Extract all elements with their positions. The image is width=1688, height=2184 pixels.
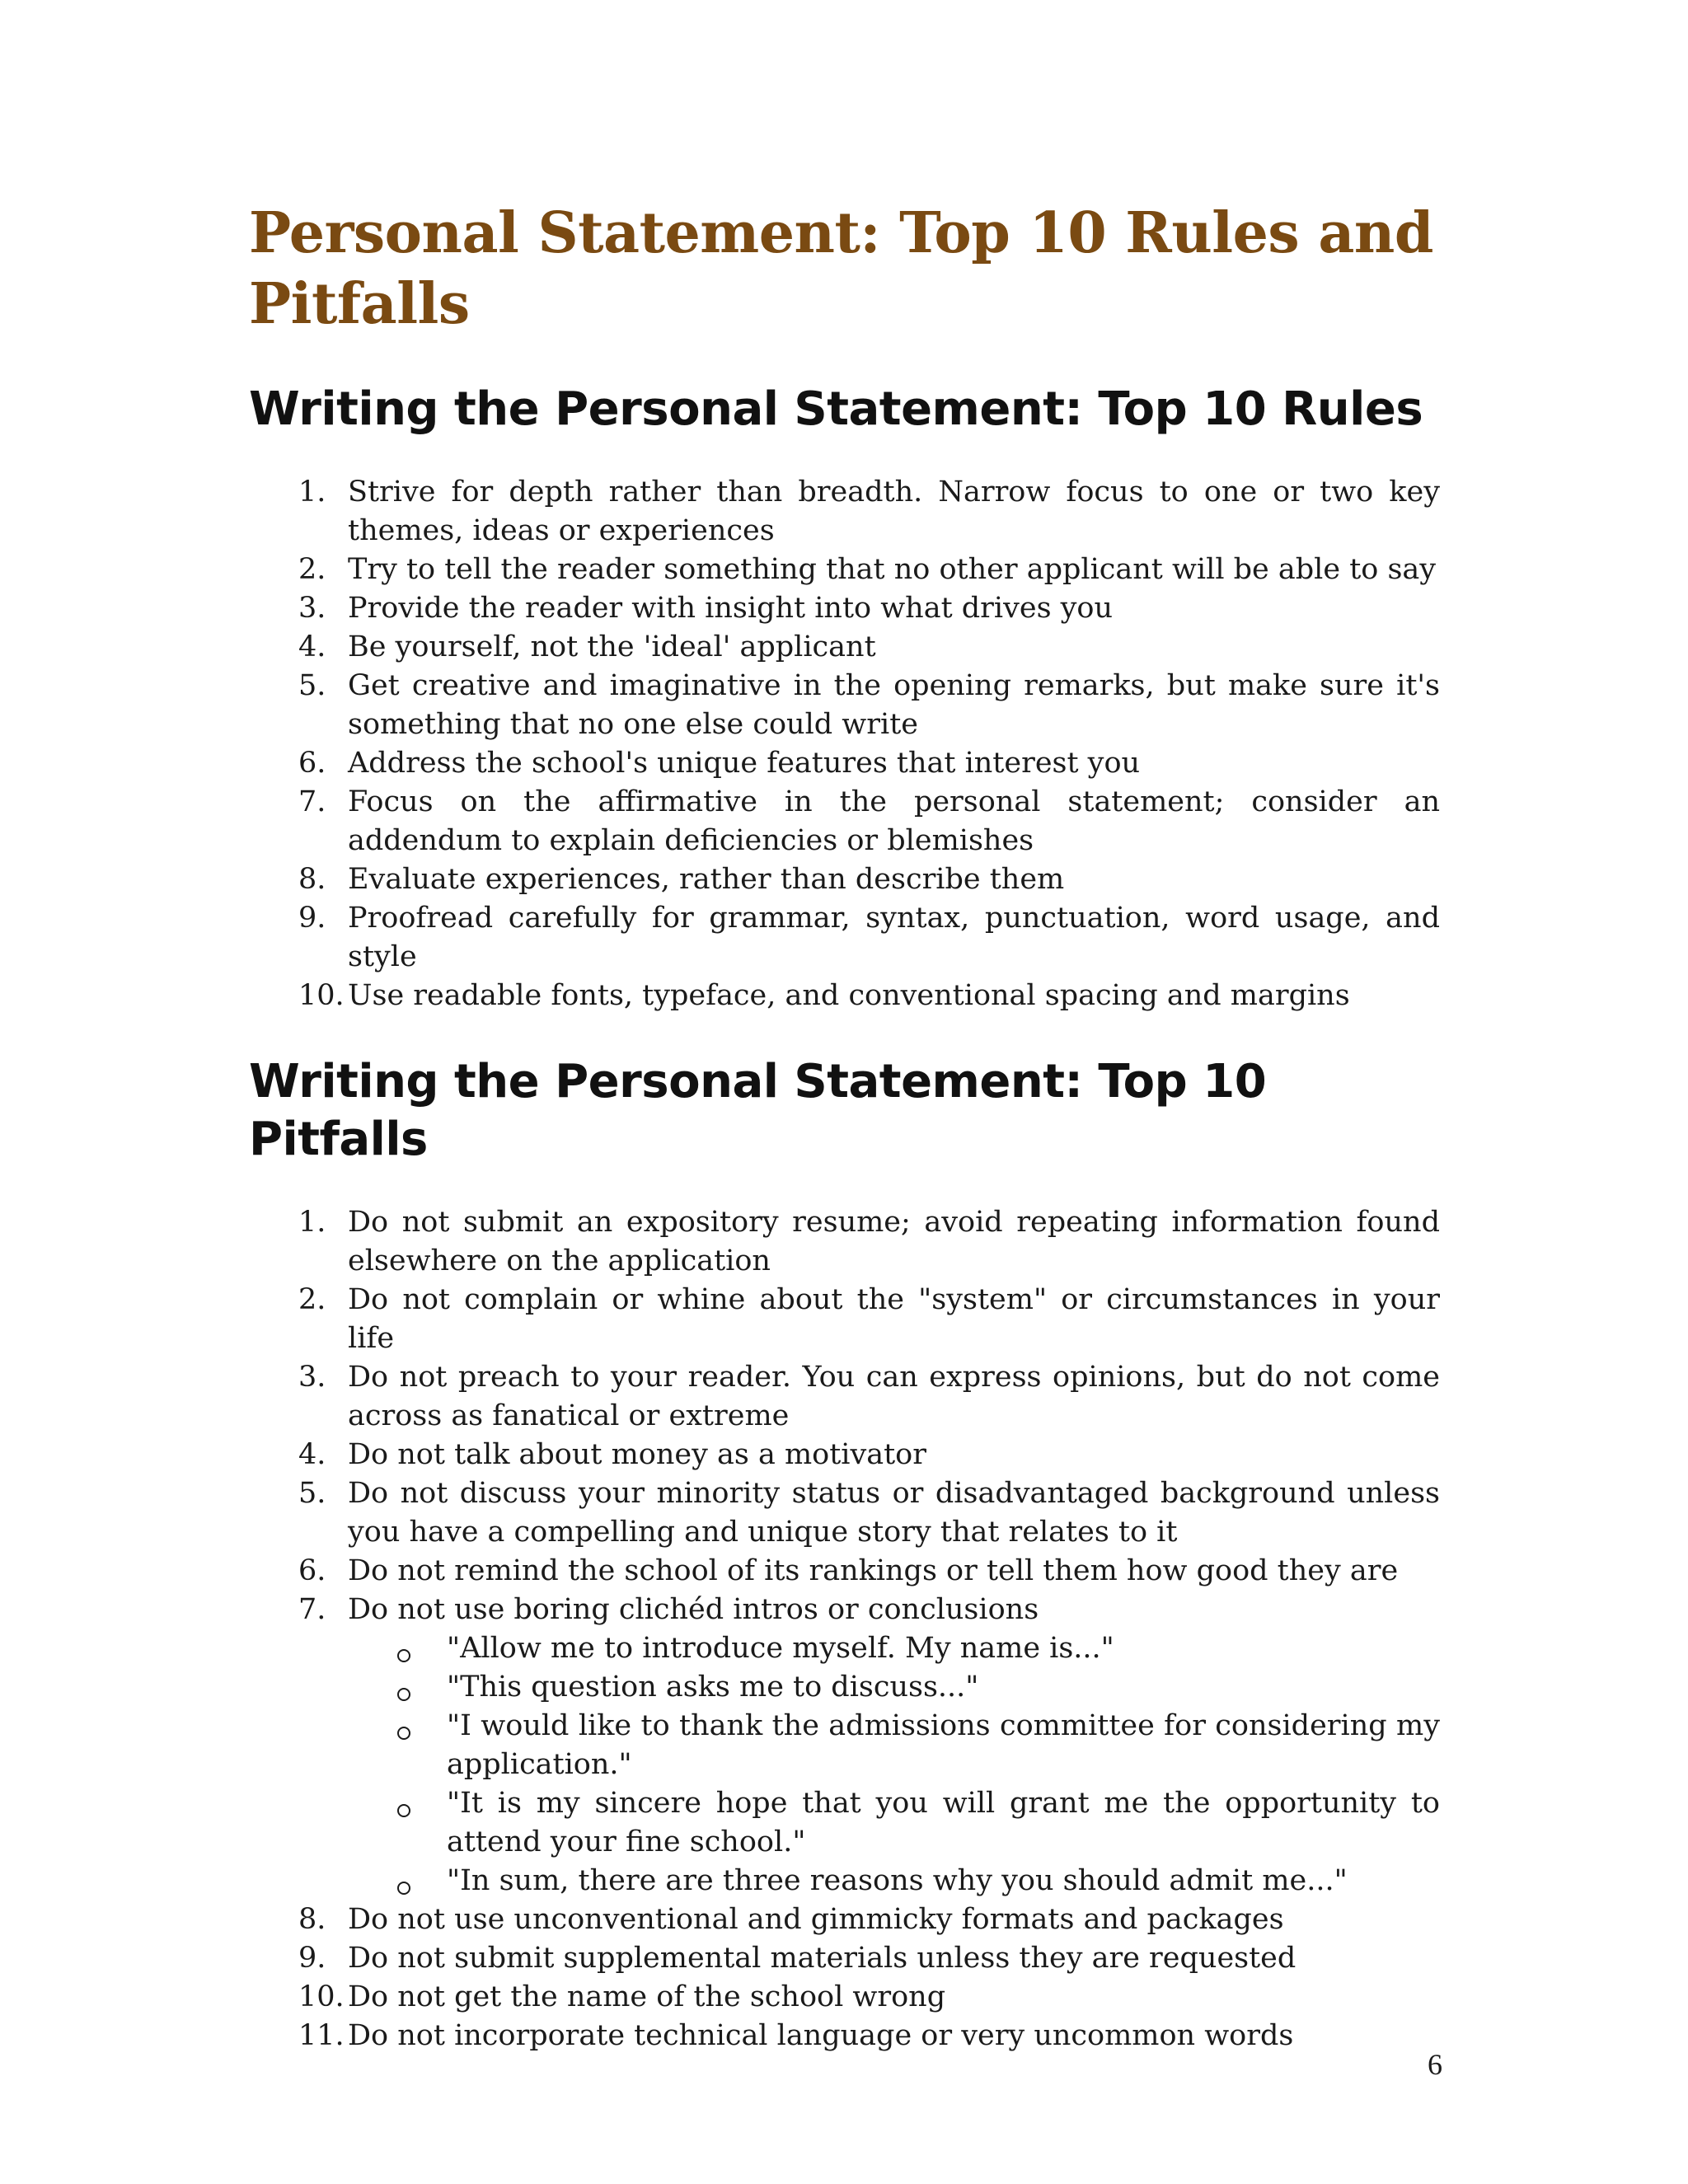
list-number: 9. [298,1942,326,1975]
page-content [249,198,1440,2055]
pitfall-text: Do not use boring clichéd intros or conclusions [348,1593,1039,1626]
pitfalls-heading: Writing the Personal Statement: Top 10 Pitfalls [249,1055,1267,1166]
pitfall-text: Do not talk about money as a motivator [348,1438,926,1471]
rules-heading: Writing the Personal Statement: Top 10 Rules [249,382,1423,436]
pitfall-text: Do not complain or whine about the "system" or circumstances in your life [348,1283,1440,1355]
cliche-text: "Allow me to introduce myself. My name is..." [447,1632,1114,1665]
pitfall-item [249,1939,1440,1978]
pitfall-item [249,1474,1440,1552]
rule-text: Try to tell the reader something that no other applicant will be able to say [348,553,1437,586]
rule-text: Focus on the affirmative in the personal statement; consider an addendum to explain deficiencies or blemishes [348,785,1440,857]
rule-item [249,628,1440,667]
cliche-example [348,1784,1440,1862]
rule-item [249,860,1440,899]
list-number: 4. [298,630,326,663]
hollow-circle-bullet-icon [397,1688,410,1701]
rule-text: Provide the reader with insight into what drives you [348,592,1114,625]
hollow-circle-bullet-icon [397,1727,410,1740]
list-number: 1. [298,476,326,509]
pitfalls-list [249,1203,1440,2055]
list-number: 8. [298,1903,326,1936]
cliche-example [348,1629,1440,1668]
rule-item [249,783,1440,860]
list-number: 6. [298,1554,326,1587]
cliche-text: "This question asks me to discuss..." [447,1671,979,1704]
list-number: 3. [298,1361,326,1394]
rule-text: Strive for depth rather than breadth. Narrow focus to one or two key themes, ideas or experiences [348,476,1440,547]
rule-item [249,977,1440,1015]
pitfall-text: Do not submit an expository resume; avoid repeating information found elsewhere on the application [348,1206,1440,1277]
list-number: 2. [298,553,326,586]
pitfall-item [249,1552,1440,1591]
hollow-circle-bullet-icon [397,1804,410,1817]
pitfall-item [249,1281,1440,1358]
pitfall-text: Do not preach to your reader. You can express opinions, but do not come across as fanatical or extreme [348,1361,1440,1432]
pitfall-item [249,1978,1440,2017]
list-number: 5. [298,669,326,702]
pitfall-text: Do not remind the school of its rankings or tell them how good they are [348,1554,1399,1587]
hollow-circle-bullet-icon [397,1649,410,1662]
pitfall-text: Do not use unconventional and gimmicky formats and packages [348,1903,1284,1936]
rule-item [249,473,1440,551]
pitfall-text: Do not submit supplemental materials unless they are requested [348,1942,1296,1975]
rule-item [249,551,1440,589]
pitfall-text: Do not get the name of the school wrong [348,1980,946,2013]
rule-text: Be yourself, not the 'ideal' applicant [348,630,876,663]
cliche-example [348,1668,1440,1707]
list-number: 10. [298,1980,345,2013]
page-title: Personal Statement: Top 10 Rules and Pitfalls [249,200,1433,337]
cliche-example [348,1862,1440,1900]
list-number: 7. [298,785,326,818]
rule-text: Evaluate experiences, rather than describe them [348,863,1065,896]
list-number: 9. [298,902,326,935]
pitfall-text: Do not discuss your minority status or disadvantaged background unless you have a compelling and unique story that relates to it [348,1477,1440,1549]
pitfall-item [249,1591,1440,1900]
cliche-example [348,1707,1440,1784]
pitfall-text: Do not incorporate technical language or very uncommon words [348,2019,1294,2052]
rule-text: Use readable fonts, typeface, and conventional spacing and margins [348,979,1350,1012]
cliche-text: "It is my sincere hope that you will grant me the opportunity to attend your fine school." [447,1787,1440,1858]
list-number: 5. [298,1477,326,1510]
pitfall-item [249,1900,1440,1939]
rule-item [249,589,1440,628]
list-number: 10. [298,979,345,1012]
list-number: 8. [298,863,326,896]
rule-item [249,667,1440,744]
pitfall-item [249,1358,1440,1436]
rule-text: Proofread carefully for grammar, syntax, punctuation, word usage, and style [348,902,1440,973]
rule-item [249,899,1440,977]
hollow-circle-bullet-icon [397,1882,410,1895]
list-number: 11. [298,2019,345,2052]
rules-list [249,473,1440,1015]
cliche-text: "I would like to thank the admissions committee for considering my application." [447,1709,1440,1781]
rule-item [249,744,1440,783]
list-number: 4. [298,1438,326,1471]
cliche-examples-list [348,1629,1440,1900]
pitfall-item [249,1203,1440,1281]
rule-text: Get creative and imaginative in the opening remarks, but make sure it's something that no one else could write [348,669,1440,741]
pitfall-item [249,1436,1440,1474]
list-number: 3. [298,592,326,625]
list-number: 6. [298,747,326,780]
page-number: 6 [1428,2048,1442,2081]
pitfall-item [249,2017,1440,2055]
list-number: 2. [298,1283,326,1316]
list-number: 1. [298,1206,326,1239]
cliche-text: "In sum, there are three reasons why you should admit me..." [447,1864,1348,1897]
list-number: 7. [298,1593,326,1626]
rule-text: Address the school's unique features that interest you [348,747,1141,780]
